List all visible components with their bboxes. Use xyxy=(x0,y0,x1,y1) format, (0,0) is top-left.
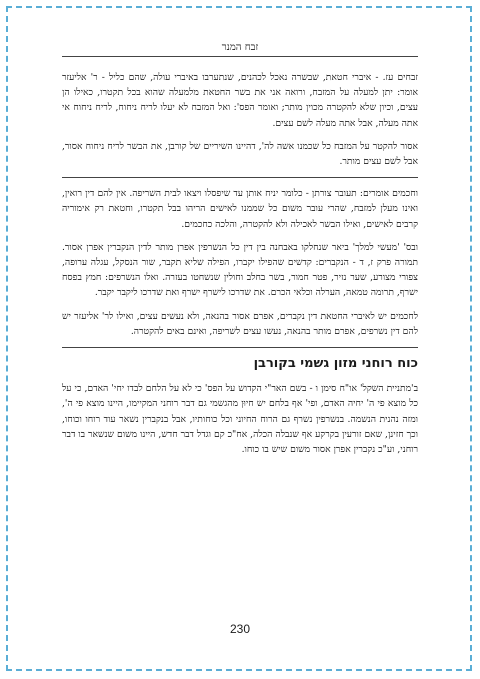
page-number: 230 xyxy=(229,622,251,636)
paragraph: ובס' 'מעשי למלך' ביאר שנחלקו באבחנה בין דין כל הנשרפין אפרן מותר לדין הנקברין אפרן אסור. תמורה פרק ז, ד - הנקברים: קדשים שהפילו יקברו, הפילה שליא תקבר, שור הנסקל, עגלה ערופה, צפורי מצורע, שער נזיר, פטר חמור, בשר בחלב וחולין שנשחטו בעזרה. ואלו הנשרפים: חמץ בפסח ישרף, תרומה טמאה, הערלה וכלאי הכרם. את שדרכו לישרף ישרף ואת שדרכו ליקבר יקבר. xyxy=(62,241,418,299)
divider xyxy=(62,177,418,178)
paragraph: זבחים עז. - איברי חטאת, שבשרה נאכל לכהנים, שנתערבו באיברי עולה, שהם כליל - ר' אליעזר אומר: יתן למעלה על המזבח, ורואה אני את בשר החטאת מלמעלה שהוא בכל תקטרו, כאילו הן עצים, וכיון שלא להקטרה מכוין מותר; ואומר הפס': ואל המזבח לא יעלו לריח ניחוח, לריח ניחוח אי אתה מעלה, אבל אתה מעלה לשם עצים. xyxy=(62,72,418,129)
paragraph: ב'מתניית השקל' או"ח סימן ו - בשם האר"י הקדוש על הפס' כי לא על הלחם לבדו יחי' האדם, כי על כל מוצא פי ה' יחיה האדם, ופי' אף בלחם יש חיוּן מהגשמי גם דבר רוחני המקיימו, היינו מוצא פי ה', ומזה נהנית הנשמה. בנשרפין נשרף גם הרוח החיוני וכל כוחותיו, אבל בנקברין נשאר עוד רוחו וכוחו, וכך חזינן, שאם זורעין בקרקע אף שנבלה הכלה, אח"כ קם וגדל דבר חדש, היינו משום שנשאר בו דבר רוחני, וע"כ נקברין אפרן אסור משום שיש בו כוחו. xyxy=(62,383,418,456)
paragraph: לחכמים יש לאיברי החטאת דין נקברים, אפרם אסור בהנאה, ולא נעשים עצים, ואילו לר' אליעזר יש להם דין נשרפים, אפרם מותר בהנאה, נעשו עצים לשריפה, ואינם באים להקטרה. xyxy=(62,310,418,337)
header-title: זבח המנר xyxy=(221,42,259,53)
running-header xyxy=(62,42,418,57)
section-heading: כוח רוחני מזון גשמי בקורבן xyxy=(253,356,418,372)
main-text xyxy=(62,70,418,465)
divider xyxy=(62,347,418,348)
paragraph: אסור להקטר על המזבח כל שכמנו אשה לה', דהיינו השיריים של קורבן, את הבשר לריח ניחוח אסור, אבל לשם עצים מותר. xyxy=(62,140,418,168)
paragraph: וחכמים אומרים: תעובר צורתן - כלומר יניח אותן עד שיפסלו ויצאו לבית השריפה. אין להם דין רואין, ואינו מעלן למזבח, שהרי עובר משום כל שממנו לאישים הריהו בבל תקטרו, וחטאת רק אימוריה קרבים לאישים, ואילו הבשר לאכילה ולא להקטרה, והלכה כחכמים. xyxy=(62,188,418,230)
